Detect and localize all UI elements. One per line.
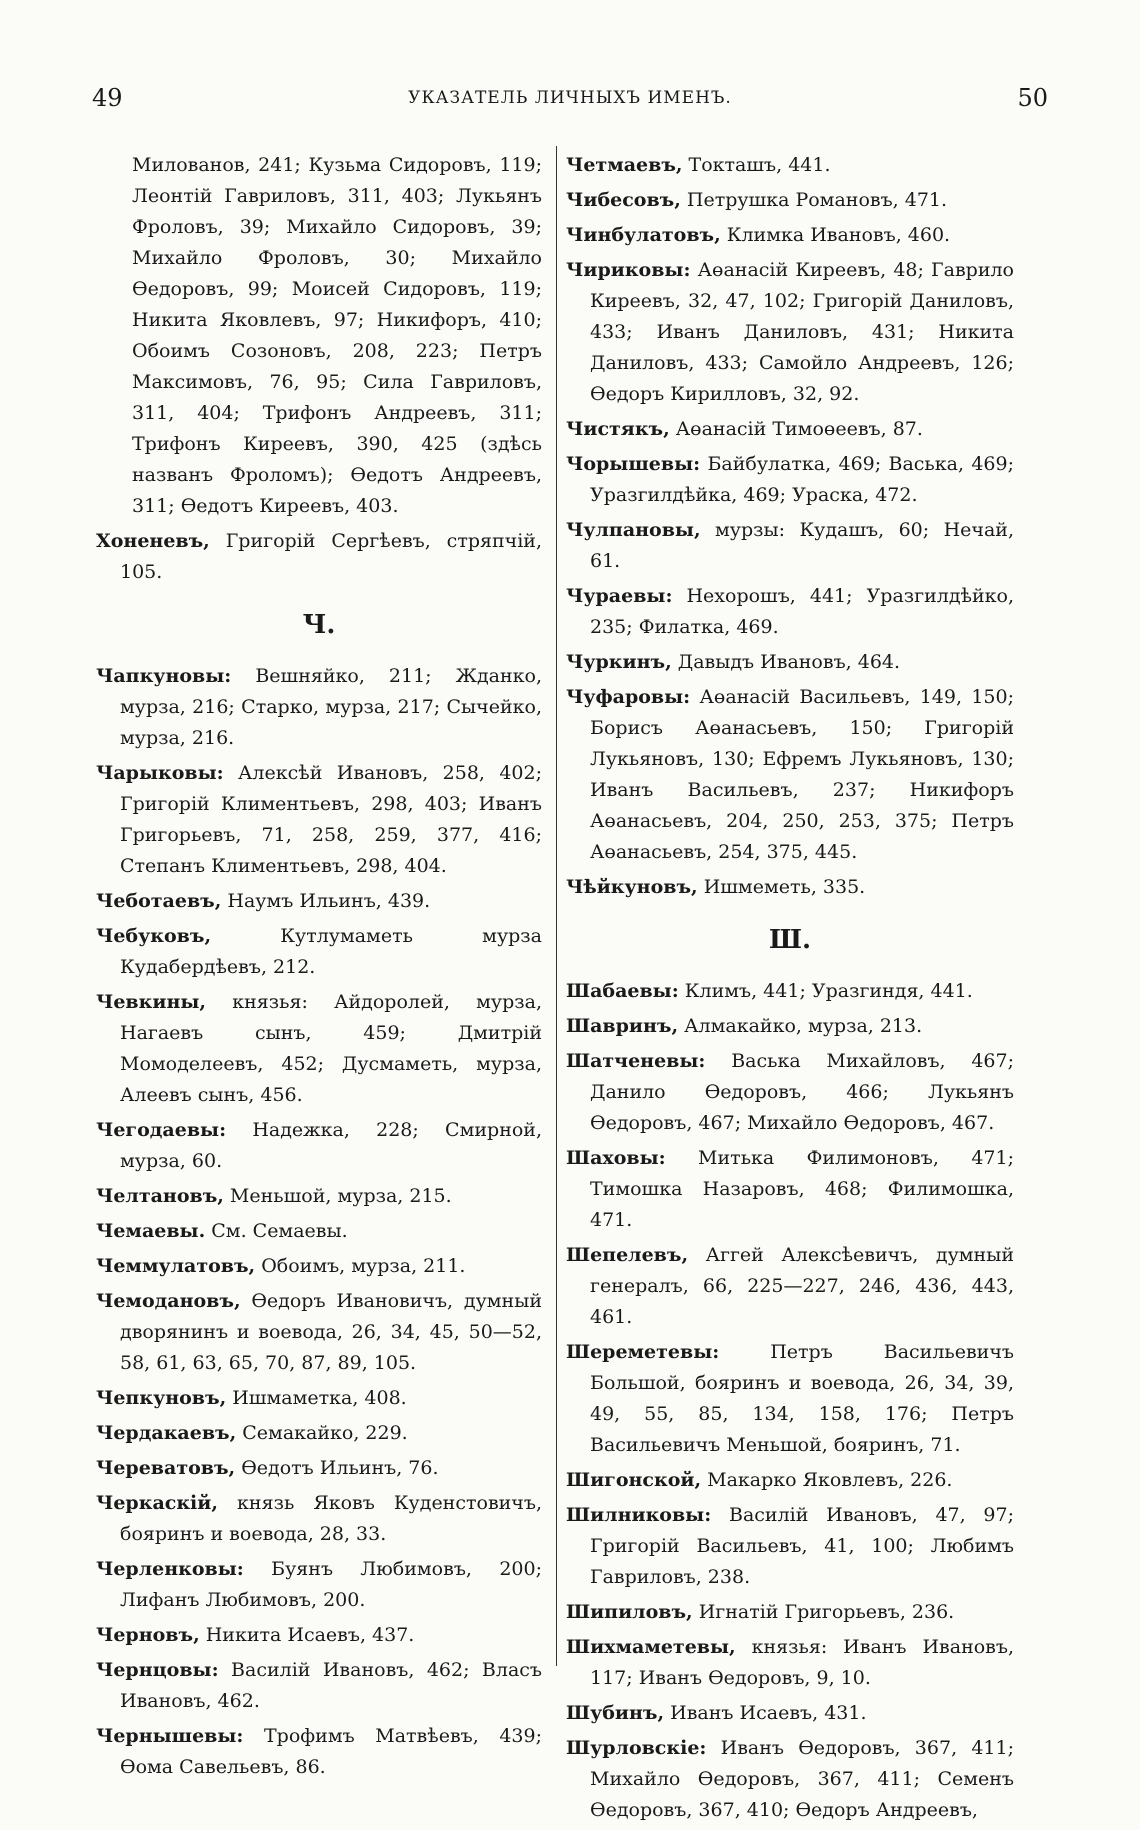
page-header bbox=[92, 84, 1048, 124]
entry-text: Петрушка Романовъ, 471. bbox=[680, 189, 948, 211]
index-entry bbox=[96, 1216, 542, 1247]
entry-text: Игнатій Григорьевъ, 236. bbox=[692, 1601, 955, 1623]
index-entry bbox=[566, 150, 1014, 181]
entry-text: Байбулатка, 469; Васька, 469; Уразгилдѣйка, 469; Ураска, 472. bbox=[590, 453, 1014, 506]
index-entry bbox=[566, 1465, 1014, 1496]
index-entry bbox=[566, 1240, 1014, 1333]
entry-head: Черленковы: bbox=[96, 1558, 244, 1580]
left-column bbox=[96, 150, 542, 1787]
entry-text: мурзы: Кудашъ, 60; Нечай, 61. bbox=[590, 519, 1014, 572]
entry-head: Шипиловъ, bbox=[566, 1601, 693, 1623]
index-entry bbox=[566, 220, 1014, 251]
index-entry bbox=[96, 1181, 542, 1212]
entry-text: Трофимъ Матвѣевъ, 439; Өома Савельевъ, 86. bbox=[120, 1725, 542, 1778]
entry-head: Хоненевъ, bbox=[96, 530, 210, 552]
entry-text: Кутлумаметь мурза Кудабердѣевъ, 212. bbox=[120, 925, 542, 978]
entry-head: Чернцовы: bbox=[96, 1659, 219, 1681]
entry-head: Чириковы: bbox=[566, 259, 691, 281]
index-entry bbox=[566, 581, 1014, 643]
index-entry bbox=[566, 515, 1014, 577]
right-entries-list-a bbox=[566, 150, 1014, 903]
entry-head: Череватовъ, bbox=[96, 1457, 236, 1479]
entry-head: Шепелевъ, bbox=[566, 1244, 689, 1266]
entry-head: Челтановъ, bbox=[96, 1185, 224, 1207]
index-entry bbox=[96, 1383, 542, 1414]
index-entry bbox=[566, 449, 1014, 511]
entry-text: Наумъ Ильинъ, 439. bbox=[221, 890, 431, 912]
index-entry bbox=[96, 1488, 542, 1550]
entry-text: Надежка, 228; Смирной, мурза, 60. bbox=[120, 1119, 542, 1172]
entry-text: Алексѣй Ивановъ, 258, 402; Григорій Климентьевъ, 298, 403; Иванъ Григорьевъ, 71, 258, 259, 377, 416; Степанъ Климентьевъ, 298, 404. bbox=[120, 762, 542, 877]
entry-text: Меньшой, мурза, 215. bbox=[223, 1185, 452, 1207]
entry-head: Черновъ, bbox=[96, 1624, 200, 1646]
index-entry bbox=[96, 758, 542, 882]
index-entry bbox=[566, 1046, 1014, 1139]
index-entry bbox=[566, 682, 1014, 868]
index-entry bbox=[96, 1554, 542, 1616]
index-entry bbox=[96, 1251, 542, 1282]
entry-head: Шигонской, bbox=[566, 1469, 702, 1491]
left-entries-list bbox=[96, 661, 542, 1783]
entry-text: Никита Исаевъ, 437. bbox=[199, 1624, 415, 1646]
entry-head: Чеботаевъ, bbox=[96, 890, 222, 912]
entry-head: Чебуковъ, bbox=[96, 925, 212, 947]
entry-text: Григорій Сергѣевъ, стряпчій, 105. bbox=[120, 530, 542, 583]
index-entry bbox=[96, 1620, 542, 1651]
entry-head: Чемодановъ, bbox=[96, 1290, 241, 1312]
index-entry bbox=[96, 1721, 542, 1783]
index-entry bbox=[96, 987, 542, 1111]
entry-head: Шереметевы: bbox=[566, 1341, 720, 1363]
column-divider bbox=[556, 146, 557, 1666]
entry-head: Шилниковы: bbox=[566, 1504, 712, 1526]
entry-text: Василій Ивановъ, 462; Власъ Ивановъ, 462. bbox=[120, 1659, 542, 1712]
index-entry bbox=[96, 1418, 542, 1449]
entry-head: Чемаевы. bbox=[96, 1220, 206, 1242]
entry-text: Аггей Алексѣевичъ, думный генералъ, 66, 225—227, 246, 436, 443, 461. bbox=[590, 1244, 1014, 1328]
entry-head: Чарыковы: bbox=[96, 762, 224, 784]
entry-text: Аөанасій Киреевъ, 48; Гаврило Киреевъ, 32, 47, 102; Григорій Даниловъ, 433; Иванъ Даниловъ, 431; Никита Даниловъ, 433; Самойло Андреевъ, 126; Өедоръ Кирилловъ, 32, 92. bbox=[590, 259, 1014, 405]
index-entry bbox=[96, 886, 542, 917]
page-title: УКАЗАТЕЛЬ ЛИЧНЫХЪ ИМЕНЪ. bbox=[408, 88, 732, 108]
index-entry bbox=[566, 1500, 1014, 1593]
right-entries-list-b bbox=[566, 976, 1014, 1826]
entry-text: Макарко Яковлевъ, 226. bbox=[701, 1469, 953, 1491]
index-entry bbox=[566, 976, 1014, 1007]
entry-text: князь Яковъ Куденстовичъ, бояринъ и воевода, 28, 33. bbox=[120, 1492, 542, 1545]
entry-head: Чегодаевы: bbox=[96, 1119, 227, 1141]
entry-head: Четмаевъ, bbox=[566, 154, 683, 176]
right-page-number: 50 bbox=[1017, 84, 1048, 112]
entry-head: Чеммулатовъ, bbox=[96, 1255, 256, 1277]
entry-text: Ишмаметка, 408. bbox=[226, 1387, 407, 1409]
entry-head: Чистякъ, bbox=[566, 418, 670, 440]
entry-head: Чевкины, bbox=[96, 991, 207, 1013]
entry-head: Чернышевы: bbox=[96, 1725, 244, 1747]
entry-text: Климъ, 441; Уразгиндя, 441. bbox=[678, 980, 973, 1002]
left-page-number: 49 bbox=[92, 84, 123, 112]
entry-head: Чуркинъ, bbox=[566, 651, 672, 673]
entry-head: Чѣйкуновъ, bbox=[566, 876, 698, 898]
index-entry bbox=[566, 255, 1014, 410]
continued-entry: Милованов, 241; Кузьма Сидоровъ, 119; Леонтій Гавриловъ, 311, 403; Лукьянъ Фроловъ, 39; Михайло Сидоровъ, 39; Михайло Фроловъ, 30; Михайло Өедоровъ, 99; Моисей Сидоровъ, 119; Никита Яковлевъ, 97; Никифоръ, 410; Обоимъ Созоновъ, 208, 223; Петръ Максимовъ, 76, 95; Сила Гавриловъ, 311, 404; Трифонъ Андреевъ, 311; Трифонъ Киреевъ, 390, 425 (здѣсь названъ Фроломъ); Өедотъ Андреевъ, 311; Өедотъ Киреевъ, 403. bbox=[132, 154, 542, 517]
index-entry bbox=[566, 1733, 1014, 1826]
index-entry bbox=[96, 1286, 542, 1379]
entry-text: Аөанасій Тимоөеевъ, 87. bbox=[669, 418, 923, 440]
index-entry bbox=[566, 1143, 1014, 1236]
entry-text: Аөанасій Васильевъ, 149, 150; Борисъ Аөанасьевъ, 150; Григорій Лукьяновъ, 130; Ефремъ Лукьяновъ, 130; Иванъ Васильевъ, 237; Никифоръ Аөанасьевъ, 204, 250, 253, 375; Петръ Аөанасьевъ, 254, 375, 445. bbox=[590, 686, 1014, 863]
entry-text: Иванъ Өедоровъ, 367, 411; Михайло Өедоровъ, 367, 411; Семенъ Өедоровъ, 367, 410; Өедоръ Андреевъ, bbox=[590, 1737, 1014, 1821]
index-entry bbox=[96, 526, 542, 588]
entry-head: Чепкуновъ, bbox=[96, 1387, 227, 1409]
entry-text: Обоимъ, мурза, 211. bbox=[255, 1255, 466, 1277]
entry-text: Ишмеметь, 335. bbox=[697, 876, 866, 898]
index-entry bbox=[566, 1597, 1014, 1628]
index-entry bbox=[566, 1011, 1014, 1042]
entry-text: Митька Филимоновъ, 471; Тимошка Назаровъ, 468; Филимошка, 471. bbox=[590, 1147, 1014, 1231]
section-letter-che: Ч. bbox=[302, 610, 336, 640]
entry-head: Шихмаметевы, bbox=[566, 1636, 736, 1658]
entry-head: Чуфаровы: bbox=[566, 686, 691, 708]
index-entry bbox=[566, 414, 1014, 445]
index-entry bbox=[96, 921, 542, 983]
entry-head: Чапкуновы: bbox=[96, 665, 232, 687]
section-letter-sha: Ш. bbox=[768, 925, 812, 955]
index-entry bbox=[96, 1655, 542, 1717]
right-column bbox=[566, 150, 1014, 1830]
index-entry bbox=[566, 1632, 1014, 1694]
entry-text: Алмакайко, мурза, 213. bbox=[678, 1015, 923, 1037]
index-entry bbox=[566, 185, 1014, 216]
entry-text: Василій Ивановъ, 47, 97; Григорій Васильевъ, 41, 100; Любимъ Гавриловъ, 238. bbox=[590, 1504, 1014, 1588]
index-entry bbox=[566, 647, 1014, 678]
entry-head: Чураевы: bbox=[566, 585, 673, 607]
entry-text: Өедотъ Ильинъ, 76. bbox=[235, 1457, 439, 1479]
entry-head: Шабаевы: bbox=[566, 980, 679, 1002]
entry-text: Вешняйко, 211; Жданко, мурза, 216; Старко, мурза, 217; Сычейко, мурза, 216. bbox=[120, 665, 542, 749]
index-entry bbox=[566, 872, 1014, 903]
entry-text: князья: Иванъ Ивановъ, 117; Иванъ Өедоровъ, 9, 10. bbox=[590, 1636, 1014, 1689]
entry-text: Васька Михайловъ, 467; Данило Өедоровъ, 466; Лукьянъ Өедоровъ, 467; Михайло Өедоровъ, 467. bbox=[590, 1050, 1014, 1134]
entry-head: Чулпановы, bbox=[566, 519, 701, 541]
entry-text: Семакайко, 229. bbox=[236, 1422, 408, 1444]
entry-text: Климка Ивановъ, 460. bbox=[720, 224, 951, 246]
entry-head: Черкаскій, bbox=[96, 1492, 218, 1514]
entry-text: Петръ Васильевичъ Большой, бояринъ и воевода, 26, 34, 39, 49, 55, 85, 134, 158, 176; Петръ Васильевичъ Меньшой, бояринъ, 71. bbox=[590, 1341, 1014, 1456]
entry-text: Давыдъ Ивановъ, 464. bbox=[671, 651, 901, 673]
entry-head: Чибесовъ, bbox=[566, 189, 681, 211]
entry-head: Шавринъ, bbox=[566, 1015, 679, 1037]
entry-text: Иванъ Исаевъ, 431. bbox=[664, 1702, 867, 1724]
entry-text: См. Семаевы. bbox=[205, 1220, 348, 1242]
entry-head: Чердакаевъ, bbox=[96, 1422, 237, 1444]
index-entry bbox=[96, 1453, 542, 1484]
entry-text: князья: Айдоролей, мурза, Нагаевъ сынъ, 459; Дмитрій Момоделеевъ, 452; Дусмаметь, мурза, Алеевъ сынъ, 456. bbox=[120, 991, 542, 1106]
index-entry bbox=[566, 1337, 1014, 1461]
entry-head: Шубинъ, bbox=[566, 1702, 665, 1724]
entry-head: Шурловскіе: bbox=[566, 1737, 707, 1759]
index-entry bbox=[96, 1115, 542, 1177]
index-entry bbox=[96, 661, 542, 754]
entry-head: Чинбулатовъ, bbox=[566, 224, 721, 246]
entry-head: Шаховы: bbox=[566, 1147, 666, 1169]
entry-text: Токташъ, 441. bbox=[682, 154, 831, 176]
entry-head: Шатченевы: bbox=[566, 1050, 706, 1072]
entry-text: Нехорошъ, 441; Уразгилдѣйко, 235; Филатка, 469. bbox=[590, 585, 1014, 638]
entry-text: Буянъ Любимовъ, 200; Лифанъ Любимовъ, 200. bbox=[120, 1558, 542, 1611]
entry-head: Чорышевы: bbox=[566, 453, 701, 475]
index-entry bbox=[566, 1698, 1014, 1729]
entry-text: Өедоръ Ивановичъ, думный дворянинъ и воевода, 26, 34, 45, 50—52, 58, 61, 63, 65, 70, 87, 89, 105. bbox=[120, 1290, 542, 1374]
